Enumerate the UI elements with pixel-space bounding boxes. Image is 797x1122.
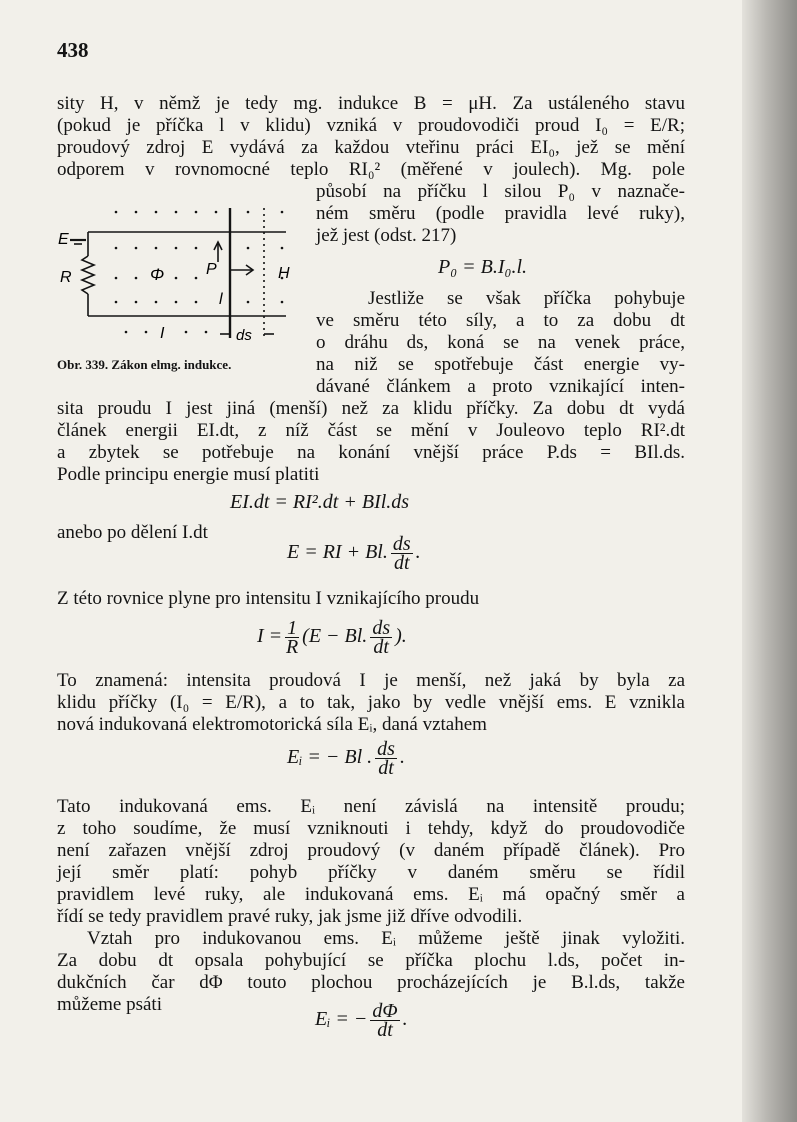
fig-label-e: E (58, 231, 69, 248)
text-line: sita proudu I jest jiná (menší) než za klidu příčky. Za dobu dt vydá (57, 398, 685, 419)
text-line: Tato indukovaná ems. Eᵢ není závislá na intensitě proudu; (57, 796, 685, 817)
text-line: ve směru této síly, a to za dobu dt (316, 310, 685, 331)
text-line: působí na příčku l silou P₀ v naznače- (316, 181, 685, 202)
text-line: dávané článkem a proto vznikající inten- (316, 376, 685, 397)
text-line: (pokud je příčka l v klidu) vzniká v proudovodiči proud I₀ = E/R; (57, 115, 685, 136)
fig-label-r: R (60, 269, 72, 286)
text-line: článek energii EI.dt, z níž část se mění v Jouleovo teplo RI².dt (57, 420, 685, 441)
fig-label-phi: Φ (150, 265, 165, 284)
text-line: není zařazen vnější zdroj proudový (v daném případě článek). Pro (57, 840, 685, 861)
equation-ei-flux: Eᵢ = − $\frac{d\Phi}{dt}$ . (315, 1000, 408, 1041)
text-line: To znamená: intensita proudová I je menší, než jaká by byla za (57, 670, 685, 691)
text-line: o dráhu ds, koná se na venek práce, (316, 332, 685, 353)
fig-label-ds: ds (236, 327, 252, 344)
text-line: Podle principu energie musí platiti (57, 464, 320, 485)
text-line: Za dobu dt opsala pohybující se příčka plochu l.ds, počet in- (57, 950, 685, 971)
text-line: pravidlem levé ruky, ale indukovaná ems. Eᵢ má opačný směr a (57, 884, 685, 905)
text-line: Jestliže se však příčka pohybuje (368, 288, 685, 309)
induction-figure (56, 204, 306, 352)
text-line: její směr platí: pohyb příčky v daném směru se řídil (57, 862, 685, 883)
figure-caption: Obr. 339. Zákon elmg. indukce. (57, 357, 232, 372)
equation-force: P₀ = B.I₀.l. (438, 256, 528, 278)
text-line: můžeme psáti (57, 994, 162, 1015)
field-dots (115, 211, 284, 334)
fig-label-p: P (206, 261, 217, 278)
fig-label-l: l (219, 291, 223, 308)
fig-label-i: I (160, 325, 165, 342)
fig-label-h: H (278, 265, 290, 282)
text-line: klidu příčky (I₀ = E/R), a to tak, jako by vedle vnější ems. E vznikla (57, 692, 685, 713)
text-line: Z této rovnice plyne pro intensitu I vznikajícího proudu (57, 588, 480, 609)
text-line: jež jest (odst. 217) (316, 225, 457, 246)
text-line: ném směru (podle pravidla levé ruky), (316, 203, 685, 224)
equation-i: I = $\frac{1}{R}$ (E − Bl. $\frac{ds}{dt}$ ). (257, 617, 407, 658)
text-line: nová indukovaná elektromotorická síla Eᵢ, daná vztahem (57, 714, 487, 735)
equation-e: E = RI + Bl. $\frac{ds}{dt}$ . (287, 533, 421, 574)
text-line: z toho soudíme, že musí vzniknouti i tehdy, když do proudovodiče (57, 818, 685, 839)
text-line: řídí se tedy pravidlem pravé ruky, jak jsme již dříve odvodili. (57, 906, 523, 927)
equation-ei: Eᵢ = − Bl . $\frac{ds}{dt}$ . (287, 738, 405, 779)
text-line: Vztah pro indukovanou ems. Eᵢ můžeme ještě jinak vyložiti. (87, 928, 685, 949)
page-number: 438 (57, 38, 89, 62)
text-line: sity H, v němž je tedy mg. indukce B = μH. Za ustáleného stavu (57, 93, 685, 114)
text-line: dukčních čar dΦ touto plochou procházejících je B.l.ds, takže (57, 972, 685, 993)
page-edge-shadow (742, 0, 797, 1122)
text-line: anebo po dělení I.dt (57, 522, 208, 543)
text-line: a zbytek se potřebuje na konání vnější práce P.ds = BIl.ds. (57, 442, 685, 463)
text-line: odporem v rovnomocné teplo RI₀² (měřené v joulech). Mg. pole (57, 159, 685, 180)
text-line: proudový zdroj E vydává za každou vteřinu práci EI₀, jež se mění (57, 137, 685, 158)
equation-energy: EI.dt = RI².dt + BIl.ds (230, 491, 410, 513)
text-line: na niž se spotřebuje část energie vy- (316, 354, 685, 375)
